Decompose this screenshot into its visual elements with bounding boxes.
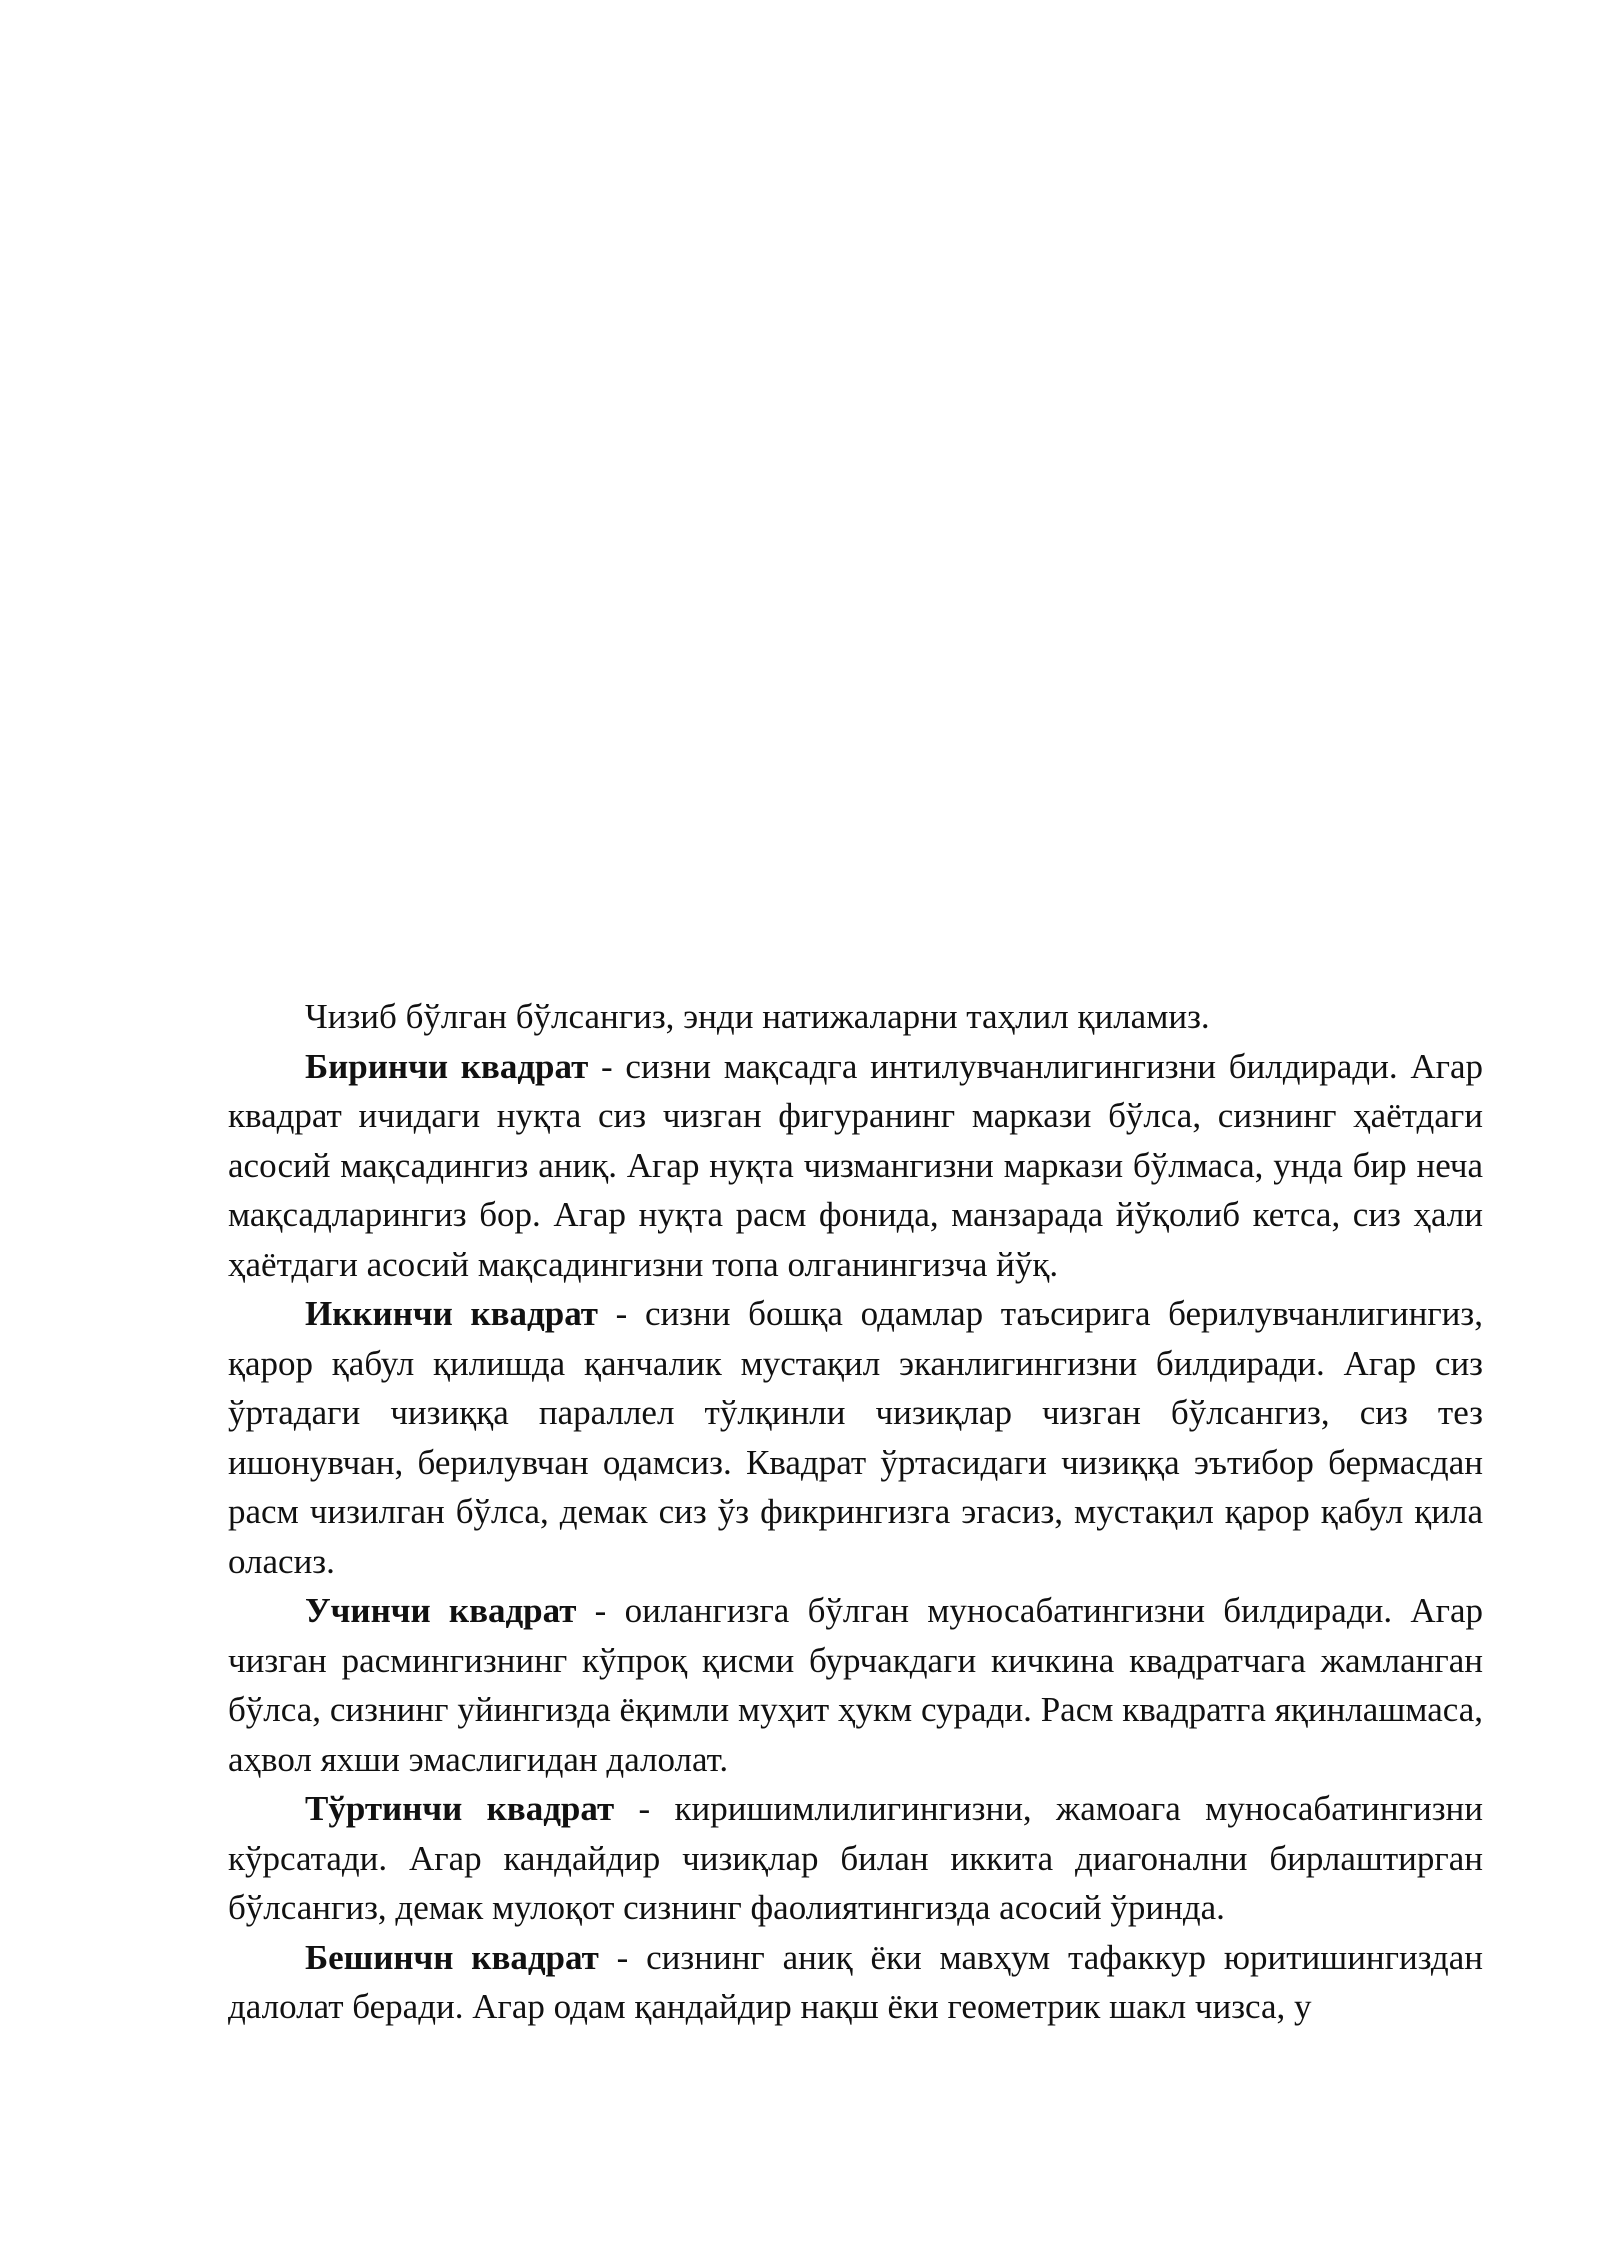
paragraph-square-1-heading: Биринчи квадрат <box>305 1046 589 1086</box>
paragraph-square-1-text: - сизни мақсадга интилувчанлигингизни билдиради. Агар квадрат ичидаги нуқта сиз чизган фигуранинг маркази бўлса, сизнинг ҳаётдаги асосий мақсадингиз аниқ. Агар нуқта чизмангизни маркази бўлмаса, унда бир неча мақсадларингиз бор. Агар нуқта расм фонида, манзарада йўқолиб кетса, сиз ҳали ҳаётдаги асосий мақсадингизни топа олганингизча йўқ. <box>228 1046 1483 1284</box>
paragraph-square-5 <box>228 1933 1483 2032</box>
paragraph-square-5-text: - сизнинг аниқ ёки мавҳум тафаккур юритишингиздан далолат беради. Агар одам қандайдир нақш ёки геометрик шакл чизса, у <box>228 1937 1484 2026</box>
paragraph-square-3-text: - оилангизга бўлган муносабатингизни билдиради. Агар чизган расмингизнинг кўпроқ қисми бурчакдаги кичкина квадратчага жамланган бўлса, сизнинг уйингизда ёқимли муҳит ҳукм суради. Расм квадратга яқинлашмаса, аҳвол яхши эмаслигидан далолат. <box>228 1591 1484 1779</box>
paragraph-square-4 <box>228 1784 1483 1933</box>
paragraph-intro <box>228 992 1483 1042</box>
paragraph-square-4-heading: Тўртинчи квадрат <box>305 1789 615 1828</box>
paragraph-square-3-heading: Учинчи квадрат <box>305 1591 577 1630</box>
paragraph-square-1 <box>228 1042 1483 1290</box>
document-body <box>228 992 1483 2032</box>
paragraph-square-5-heading: Бешинчн квадрат <box>305 1937 599 1977</box>
paragraph-square-3 <box>228 1586 1483 1784</box>
paragraph-square-2-heading: Иккинчи квадрат <box>305 1294 598 1333</box>
paragraph-square-4-text: - киришимлилигингизни, жамоага муносабатингизни кўрсатади. Агар кандайдир чизиқлар билан иккита диагонални бирлаштирган бўлсангиз, демак мулоқот сизнинг фаолиятингизда асосий ўринда. <box>228 1789 1483 1927</box>
paragraph-square-2 <box>228 1289 1483 1586</box>
paragraph-square-2-text: - сизни бошқа одамлар таъсирига берилувчанлигингиз, қарор қабул қилишда қанчалик мустақил эканлигингизни билдиради. Агар сиз ўртадаги чизиққа параллел тўлқинли чизиқлар чизган бўлсангиз, сиз тез ишонувчан, берилувчан одамсиз. Квадрат ўртасидаги чизиққа эътибор бермасдан расм чизилган бўлса, демак сиз ўз фикрингизга эгасиз, мустақил қарор қабул қила оласиз. <box>228 1294 1483 1581</box>
paragraph-intro-text: Чизиб бўлган бўлсангиз, энди натижаларни таҳлил қиламиз. <box>305 997 1210 1036</box>
